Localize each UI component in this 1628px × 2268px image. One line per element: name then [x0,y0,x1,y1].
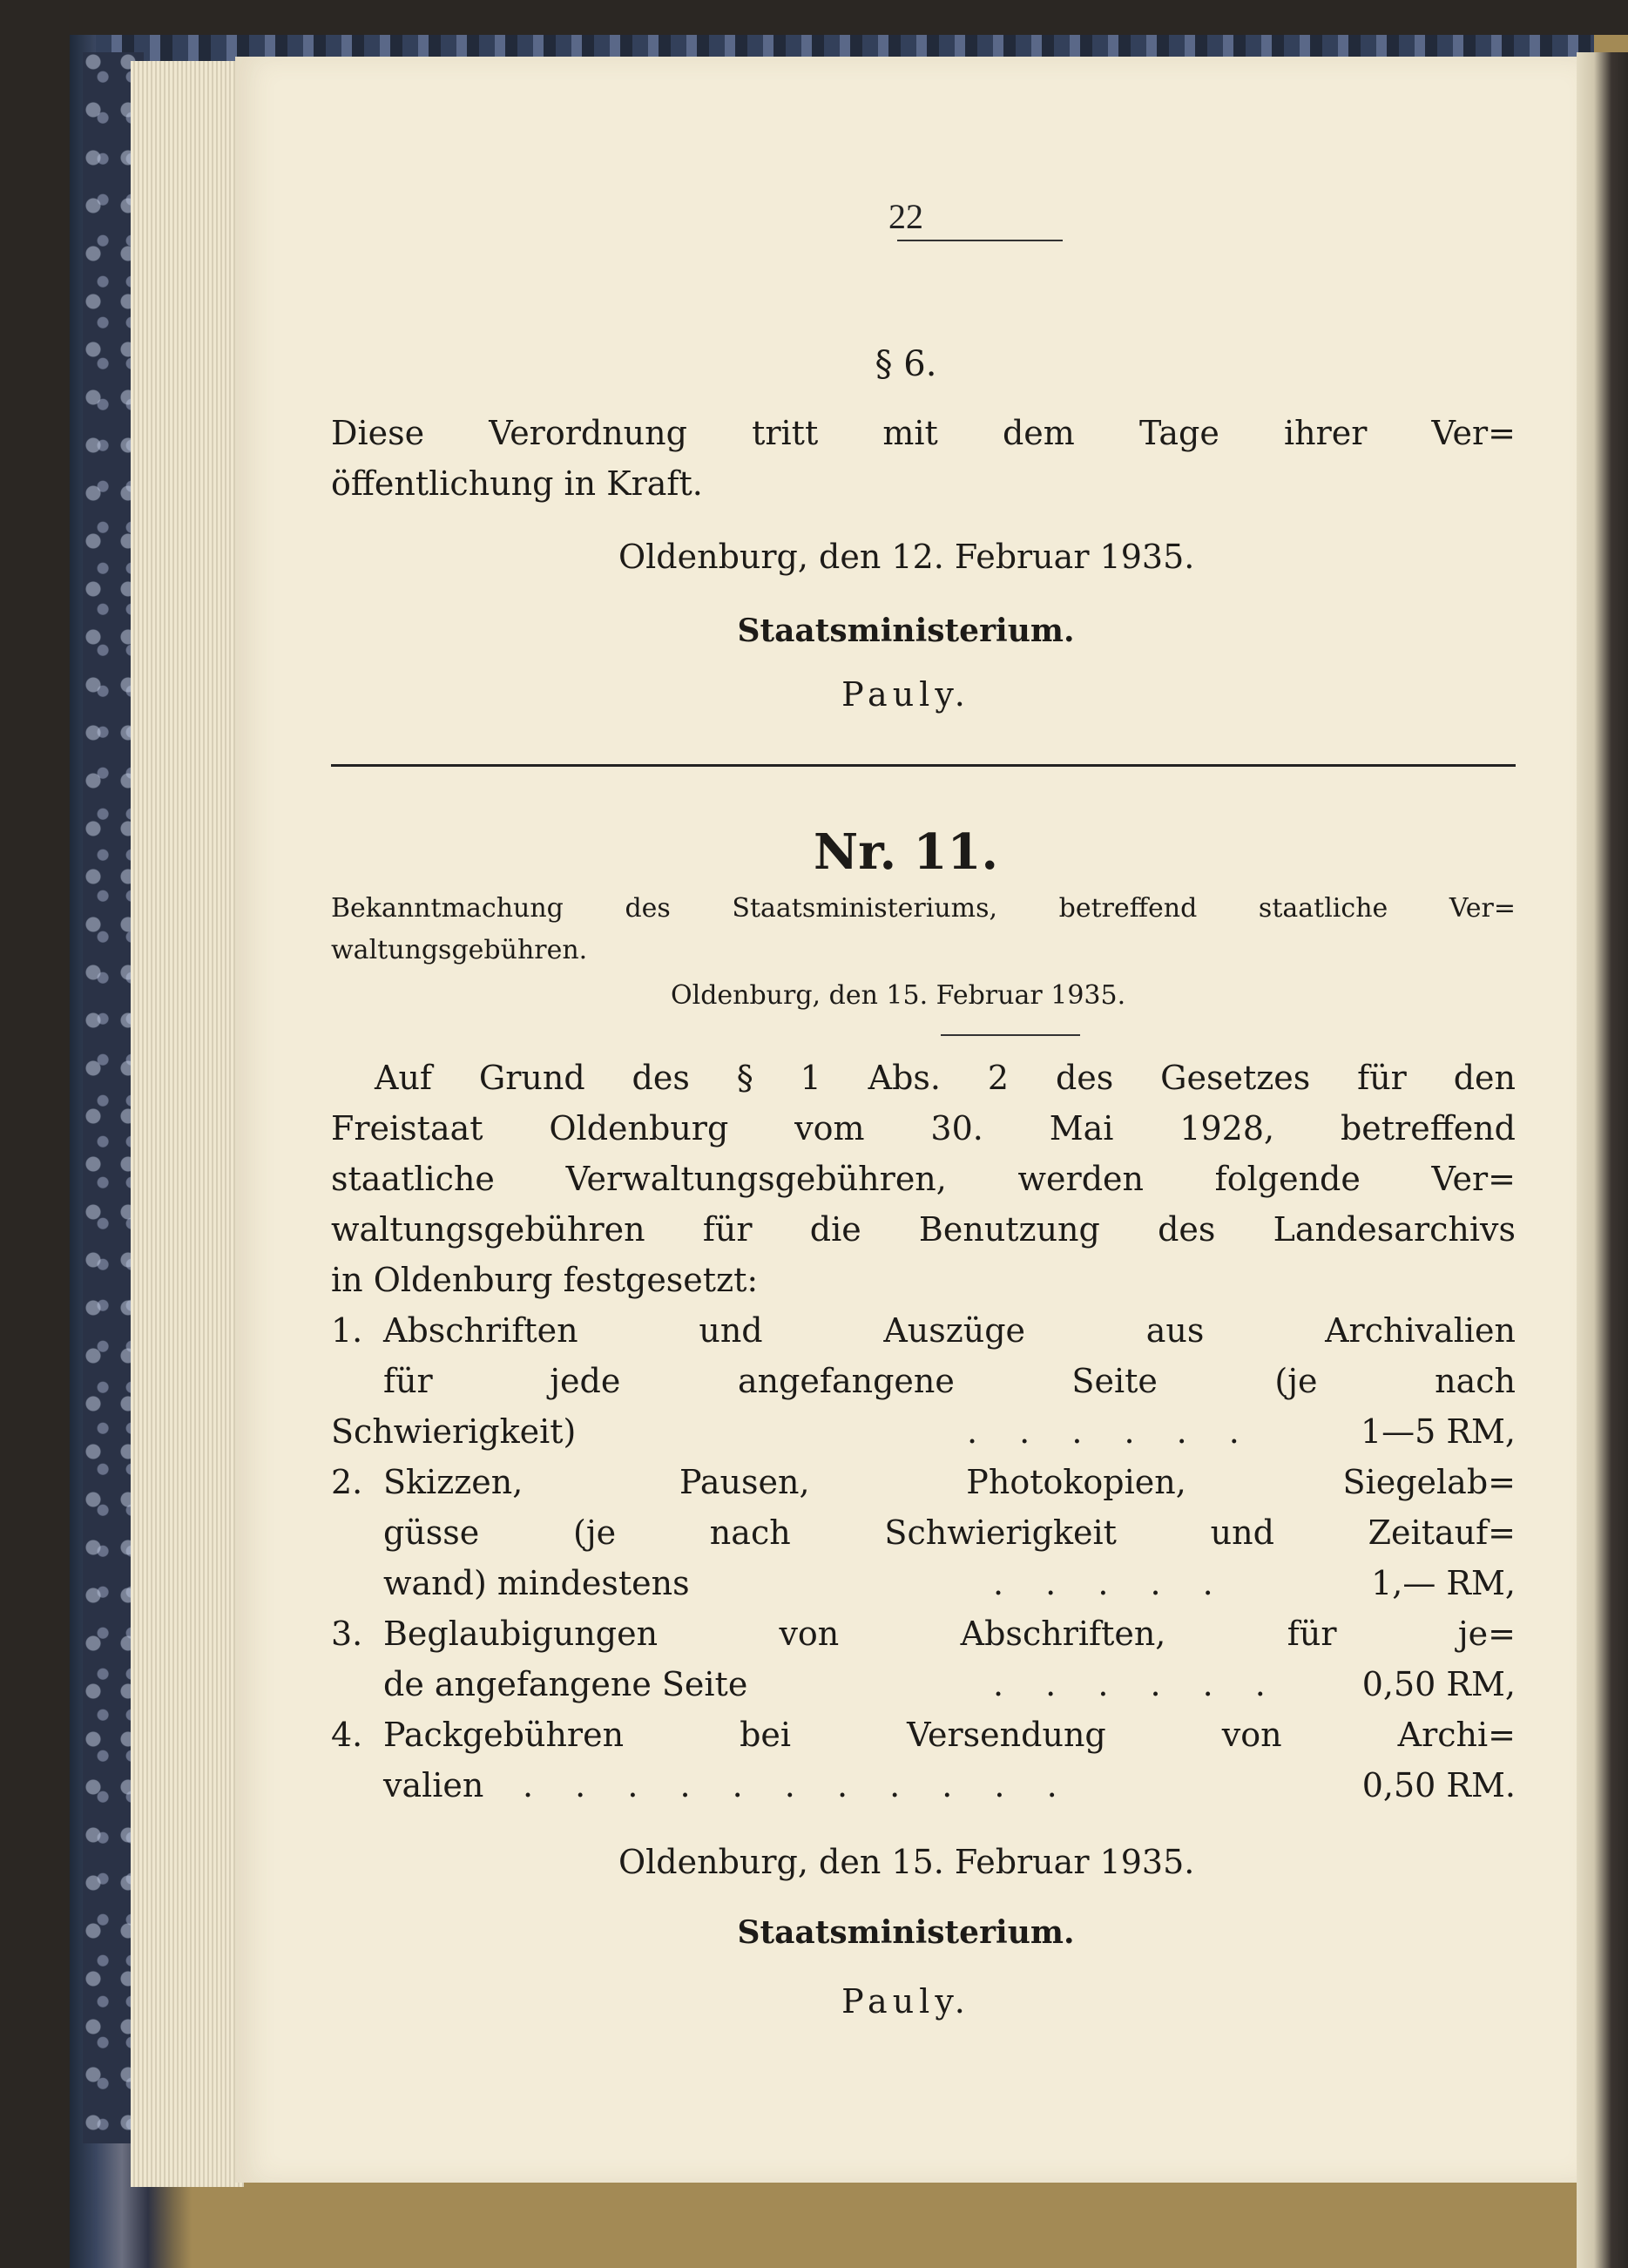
paragraph-line: öffentlichung in Kraft. [331,464,703,503]
authority-line: Staatsministerium. [737,613,1075,649]
short-divider [941,1034,1080,1036]
fee-amount: 1,— RM, [1371,1564,1516,1602]
announcement-number: Nr. 11. [814,823,998,881]
page-number-rule [897,240,1063,241]
item-number: 3. [331,1615,363,1653]
item-line: güsse (je nach Schwierigkeit und Zeitauf= [383,1513,1516,1552]
subtitle-line: Bekanntmachung des Staatsministeriums, betreffend staatliche Ver= [331,893,1516,924]
paragraph-line: Diese Verordnung tritt mit dem Tage ihrer Ver= [331,414,1516,452]
item-line: Skizzen, Pausen, Photokopien, Siegelab= [383,1463,1516,1501]
signature-line: Pauly. [841,1982,970,2021]
fee-amount: 1—5 RM, [1360,1412,1516,1451]
section-divider [331,764,1516,767]
date-line: Oldenburg, den 15. Februar 1935. [618,1843,1195,1881]
item-line: Beglaubigungen von Abschriften, für je= [383,1615,1516,1653]
intro-line: waltungsgebühren für die Benutzung des Landesarchivs [331,1210,1516,1249]
fee-amount: 0,50 RM. [1361,1766,1516,1804]
item-number: 1. [331,1311,363,1350]
subtitle-date: Oldenburg, den 15. Februar 1935. [671,980,1126,1011]
subtitle-line: waltungsgebühren. [331,935,588,965]
item-last-line: valien [383,1766,484,1804]
intro-line: in Oldenburg festgesetzt: [331,1261,759,1299]
item-number: 4. [331,1716,363,1754]
item-line: Abschriften und Auszüge aus Archivalien [383,1311,1516,1350]
leader-dots: . . . . . . [967,1412,1255,1451]
item-line: für jede angefangene Seite (je nach [383,1362,1516,1400]
book-right-edge [1577,52,1628,2268]
signature-line: Pauly. [841,675,970,714]
intro-line: Auf Grund des § 1 Abs. 2 des Gesetzes für den [375,1059,1516,1097]
section-heading: § 6. [875,344,937,384]
item-number: 2. [331,1463,363,1501]
page-number: 22 [888,197,923,236]
fee-amount: 0,50 RM, [1361,1665,1516,1703]
item-last-line: de angefangene Seite [383,1665,748,1703]
leader-dots: . . . . . . . . . . . [523,1766,1073,1804]
item-last-line: Schwierigkeit) [331,1412,577,1451]
intro-line: staatliche Verwaltungsgebühren, werden folgende Ver= [331,1160,1516,1198]
item-last-line: wand) mindestens [383,1564,690,1602]
intro-line: Freistaat Oldenburg vom 30. Mai 1928, betreffend [331,1109,1516,1148]
document-page [235,57,1577,2183]
leader-dots: . . . . . . [993,1665,1281,1703]
date-line: Oldenburg, den 12. Februar 1935. [618,538,1195,576]
authority-line: Staatsministerium. [737,1914,1075,1951]
leader-dots: . . . . . [993,1564,1229,1602]
page-stack [131,61,244,2187]
item-line: Packgebühren bei Versendung von Archi= [383,1716,1516,1754]
